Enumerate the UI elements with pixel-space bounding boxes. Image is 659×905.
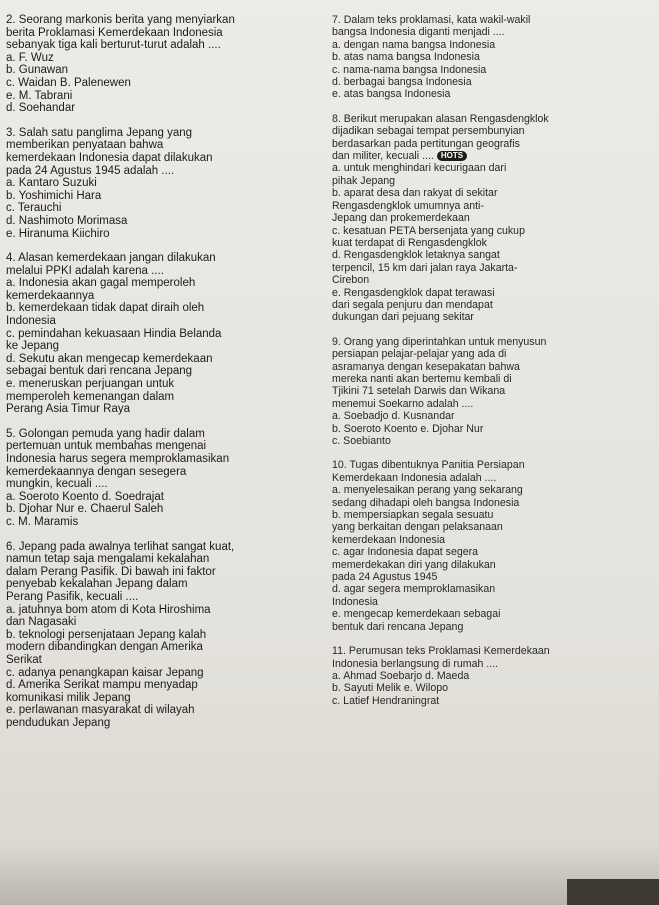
question-line: dukungan dari pejuang sekitar [332,311,474,324]
question-line: persiapan pelajar-pelajar yang ada di [332,348,507,361]
question-line: e. atas bangsa Indonesia [332,88,451,101]
question-line: e. meneruskan perjuangan untuk [6,378,175,391]
question-line: dari segala penjuru dan mendapat [332,298,493,311]
question-line: a. untuk menghindari kecurigaan dari [332,162,507,175]
question-line: bentuk dari rencana Jepang [332,620,464,633]
question-line: b. atas nama bangsa Indonesia [332,51,480,64]
question-block [332,14,654,101]
question-block [6,127,322,240]
question-block [6,14,322,115]
question-line: melalui PPKI adalah karena .... [6,264,164,277]
question-line: dan Nagasaki [6,616,77,629]
question-line: kemerdekaannya dengan sesegera [6,465,187,478]
question-line: c. pemindahan kekuasaan Hindia Belanda [6,327,222,340]
question-block [332,336,654,448]
bottom-shadow [0,845,659,905]
question-line: Kemerdekaan Indonesia adalah .... [332,471,497,484]
question-line: 7. Dalam teks proklamasi, kata wakil-wakil [332,14,531,26]
question-line: b. Soeroto Koento e. Djohar Nur [332,422,484,435]
question-block [6,252,322,416]
question-line: Tjikini 71 setelah Darwis dan Wikana [332,385,506,398]
question-line: a. menyelesaikan perang yang sekarang [332,484,523,497]
question-line: a. Soeroto Koento d. Soedrajat [6,490,164,503]
question-line: dan militer, kecuali .... HOTS [332,150,654,162]
question-line: e. mengecap kemerdekaan sebagai [332,608,501,621]
question-line: terpencil, 15 km dari jalan raya Jakarta- [332,261,518,274]
question-line: a. jatuhnya bom atom di Kota Hiroshima [6,603,211,616]
question-line: ke Jepang [6,340,60,353]
question-line: c. Terauchi [6,202,62,215]
question-line: berita Proklamasi Kemerdekaan Indonesia [6,26,223,39]
question-line: sebanyak tiga kali berturut-turut adalah .... [6,39,221,52]
question-line: 3. Salah satu panglima Jepang yang [6,126,193,139]
question-line: Indonesia berlangsung di rumah .... [332,657,499,670]
question-line: c. Waidan B. Palenewen [6,76,131,89]
question-line: penyebab kekalahan Jepang dalam [6,578,188,591]
question-line: pada 24 Agustus 1945 [332,571,438,584]
question-line: komunikasi milik Jepang [6,691,131,704]
question-line: c. M. Maramis [6,515,79,528]
question-line: pihak Jepang [332,174,396,187]
question-line: b. Djohar Nur e. Chaerul Saleh [6,503,164,516]
question-line: e. perlawanan masyarakat di wilayah [6,704,195,717]
question-line: namun tetap saja mengalami kekalahan [6,553,210,566]
question-line: pendudukan Jepang [6,716,111,729]
question-line: 8. Berikut merupakan alasan Rengasdengklok [332,112,549,125]
question-line: bangsa Indonesia diganti menjadi .... [332,26,505,39]
question-line: c. agar Indonesia dapat segera [332,546,479,559]
question-line: berdasarkan pada pertitungan geografis [332,137,520,150]
question-line: b. aparat desa dan rakyat di sekitar [332,187,498,200]
question-line: 10. Tugas dibentuknya Panitia Persiapan [332,459,525,472]
question-line: sedang dihadapi oleh bangsa Indonesia [332,496,520,509]
question-line: 11. Perumusan teks Proklamasi Kemerdekaan [332,645,550,658]
question-line: 2. Seorang markonis berita yang menyiarkan [6,14,235,26]
question-line: asramanya dengan kesepakatan bahwa [332,360,520,373]
question-line: b. teknologi persenjataan Jepang kalah [6,628,207,641]
question-line: 4. Alasan kemerdekaan jangan dilakukan [6,252,216,265]
question-line: 9. Orang yang diperintahkan untuk menyusun [332,335,547,348]
question-line: d. agar segera memproklamasikan [332,583,496,596]
question-line: e. M. Tabrani [6,89,73,102]
question-line: e. Rengasdengklok dapat terawasi [332,286,495,299]
question-line: b. kemerdekaan tidak dapat diraih oleh [6,302,205,315]
dark-corner [567,879,659,905]
question-block [6,541,322,730]
question-line: Perang Asia Timur Raya [6,403,131,416]
question-line: menemui Soekarno adalah .... [332,397,474,410]
question-line: c. nama-nama bangsa Indonesia [332,63,487,76]
question-line: Indonesia [332,595,378,608]
question-line: d. Rengasdengklok letaknya sangat [332,249,500,262]
question-line: a. F. Wuz [6,51,54,64]
question-line: mereka nanti akan bertemu kembali di [332,372,512,385]
question-line: mungkin, kecuali .... [6,478,108,491]
question-line: e. Hiranuma Kiichiro [6,227,110,240]
question-block [332,113,654,324]
question-line: Indonesia harus segera memproklamasikan [6,453,230,465]
question-block [332,459,654,633]
question-line: kuat terdapat di Rengasdengklok [332,236,487,249]
left-column [6,14,322,741]
question-line: c. Latief Hendraningrat [332,694,440,707]
question-line: d. Nashimoto Morimasa [6,214,128,227]
question-line: a. dengan nama bangsa Indonesia [332,38,496,51]
question-line: Perang Pasifik, kecuali .... [6,590,139,603]
question-line: memberikan penyataan bahwa [6,139,164,152]
question-line: pertemuan untuk membahas mengenai [6,440,207,453]
question-line: modern dibandingkan dengan Amerika [6,641,203,654]
question-line: pada 24 Agustus 1945 adalah .... [6,164,175,177]
question-line: Cirebon [332,274,370,287]
question-line: Serikat [6,653,42,666]
question-line: kemerdekaannya [6,289,95,302]
question-line: dijadikan sebagai tempat persembunyian [332,125,525,138]
question-line: d. Amerika Serikat mampu menyadap [6,679,198,692]
question-line: kemerdekaan Indonesia [332,533,446,546]
question-line: b. Yoshimichi Hara [6,189,102,202]
question-line: kemerdekaan Indonesia dapat dilakukan [6,151,213,164]
question-line: a. Kantaro Suzuki [6,177,97,190]
right-column [332,14,654,719]
question-line: a. Indonesia akan gagal memperoleh [6,277,196,290]
question-block [6,428,322,529]
question-line: 6. Jepang pada awalnya terlihat sangat kuat, [6,540,235,553]
question-line: b. Sayuti Melik e. Wilopo [332,682,448,695]
question-line: Jepang dan prokemerdekaan [332,212,470,225]
question-line: d. Sekutu akan mengecap kemerdekaan [6,352,213,365]
question-line: dalam Perang Pasifik. Di bawah ini faktor [6,565,216,578]
question-line: c. adanya penangkapan kaisar Jepang [6,666,204,679]
question-line: Indonesia [6,315,56,328]
hots-badge: HOTS [437,151,467,161]
question-line: b. Gunawan [6,64,69,77]
question-line: yang berkaitan dengan pelaksanaan [332,521,503,534]
question-line: d. Soehandar [6,102,76,115]
question-line: b. mempersiapkan segala sesuatu [332,509,494,522]
question-line: c. Soebianto [332,435,391,447]
question-line: c. kesatuan PETA bersenjata yang cukup [332,224,525,237]
question-line: a. Ahmad Soebarjo d. Maeda [332,669,470,682]
question-line: 5. Golongan pemuda yang hadir dalam [6,427,205,440]
question-line: memerdekakan diri yang dilakukan [332,558,496,571]
question-line: memperoleh kemenangan dalam [6,390,175,403]
question-line: a. Soebadjo d. Kusnandar [332,410,455,423]
question-block [332,645,654,707]
question-line: Rengasdengklok umumnya anti- [332,199,484,212]
question-line: sebagai bentuk dari rencana Jepang [6,365,193,378]
question-line: d. berbagai bangsa Indonesia [332,76,472,89]
